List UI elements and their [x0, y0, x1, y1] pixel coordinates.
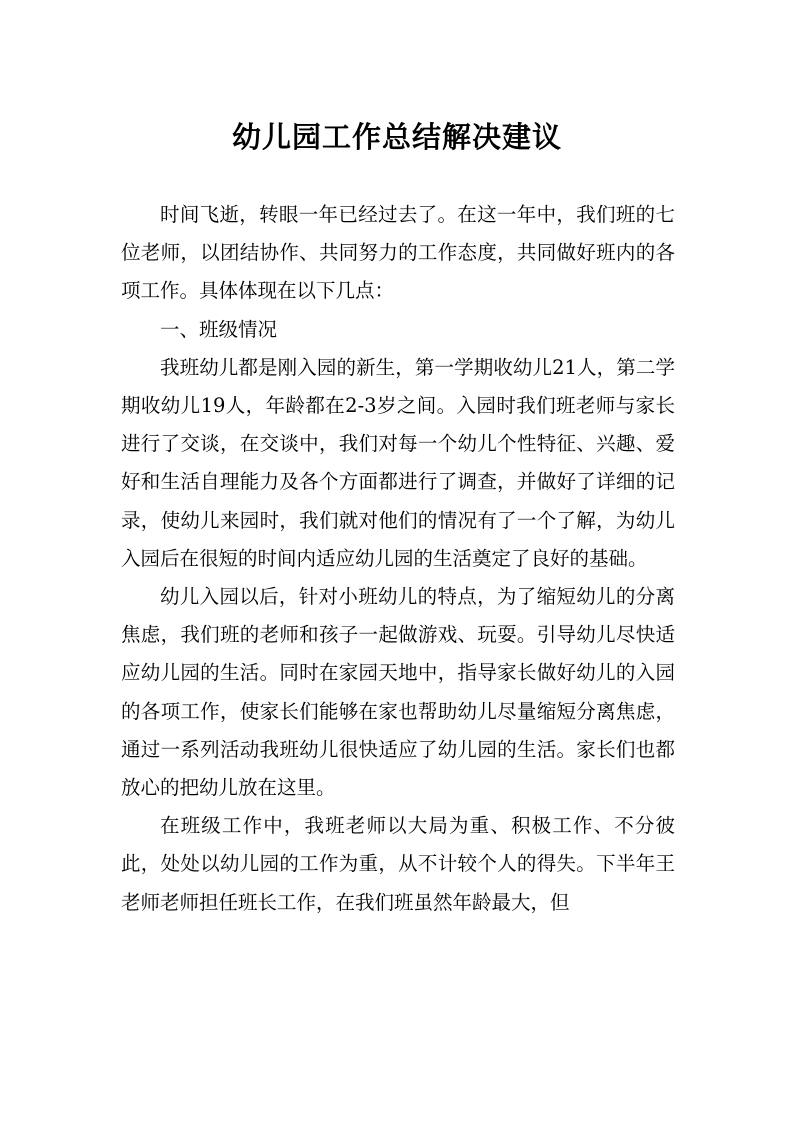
paragraph-adaptation: 幼儿入园以后，针对小班幼儿的特点，为了缩短幼儿的分离焦虑，我们班的老师和孩子一起做游戏、玩耍。引导幼儿尽快适应幼儿园的生活。同时在家园天地中，指导家长做好幼儿的入园的各项工作，使家长们能够在家也帮助幼儿尽量缩短分离焦虑，通过一系列活动我班幼儿很快适应了幼儿园的生活。家长们也都放心的把幼儿放在这里。 [121, 585, 675, 800]
document-title: 幼儿园工作总结解决建议 [231, 120, 562, 155]
paragraph-class-situation: 我班幼儿都是刚入园的新生，第一学期收幼儿21人，第二学期收幼儿19人，年龄都在2-3岁之间。入园时我们班老师与家长进行了交谈，在交谈中，我们对每一个幼儿个性特征、兴趣、爱好和生活自理能力及各个方面都进行了调查，并做好了详细的记录，使幼儿来园时，我们就对他们的情况有了一个了解，为幼儿入园后在很短的时间内适应幼儿园的生活奠定了良好的基础。 [121, 355, 675, 570]
document-body [121, 196, 675, 922]
section-heading-class-situation: 一、班级情况 [160, 317, 278, 341]
paragraph-class-work: 在班级工作中，我班老师以大局为重、积极工作、不分彼此，处处以幼儿园的工作为重，从不计较个人的得失。下半年王老师老师担任班长工作，在我们班虽然年龄最大，但 [121, 814, 675, 914]
paragraph-intro: 时间飞逝，转眼一年已经过去了。在这一年中，我们班的七位老师，以团结协作、共同努力的工作态度，共同做好班内的各项工作。具体体现在以下几点： [121, 203, 675, 303]
